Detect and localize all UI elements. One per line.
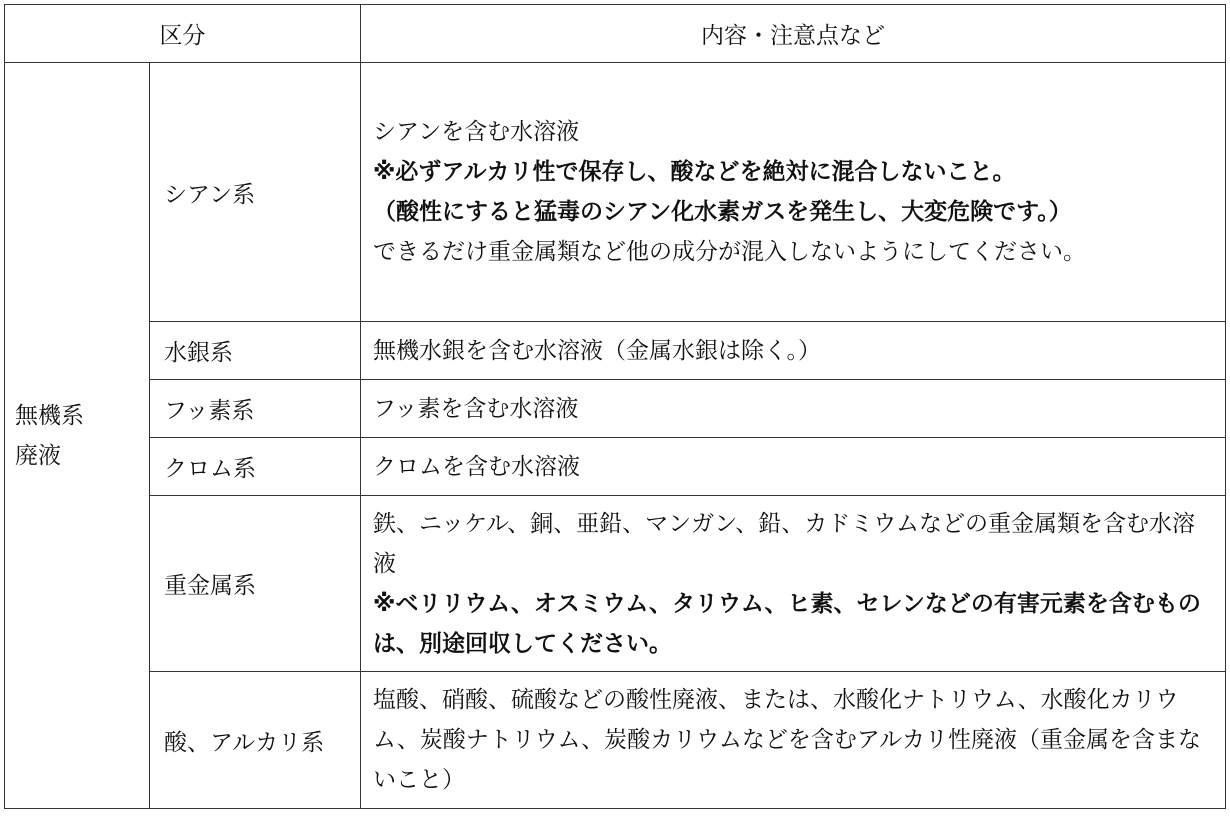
category-name-fluorine: フッ素系 (150, 380, 361, 438)
header-row (5, 5, 1226, 63)
content-line: 無機水銀を含む水溶液（金属水銀は除く。） (373, 337, 822, 364)
table-row (5, 438, 1226, 496)
table-row (5, 672, 1226, 809)
category-name-chromium: クロム系 (150, 438, 361, 496)
content-warning-line: ※ベリリウム、オスミウム、タリウム、ヒ素、セレンなどの有害元素を含むものは、別途回収してください。 (373, 590, 1201, 657)
group-label-line1: 無機系 (15, 402, 84, 429)
category-name-mercury: 水銀系 (150, 322, 361, 380)
content-line: クロムを含む水溶液 (373, 453, 580, 480)
table-row (5, 380, 1226, 438)
content-line: 塩酸、硝酸、硫酸などの酸性廃液、または、水酸化ナトリウム、水酸化カリウム、炭酸ナトリウム、炭酸カリウムなどを含むアルカリ性廃液（重金属を含まないこと） (373, 687, 1202, 793)
content-line: 鉄、ニッケル、銅、亜鉛、マンガン、鉛、カドミウムなどの重金属類を含む水溶液 (373, 510, 1196, 577)
content-warning-line: （酸性にすると猛毒のシアン化水素ガスを発生し、大変危険です。） (373, 199, 1072, 225)
category-name-acid-alkali: 酸、アルカリ系 (150, 672, 361, 809)
content-heavy-metal (361, 496, 1226, 672)
content-line: できるだけ重金属類など他の成分が混入しないようにしてください。 (373, 239, 1086, 265)
content-mercury (361, 322, 1226, 380)
category-name-cyanide: シアン系 (150, 63, 361, 322)
content-line: フッ素を含む水溶液 (373, 395, 579, 422)
group-label-cell (5, 63, 150, 809)
content-cyanide (361, 63, 1226, 322)
table-row (5, 496, 1226, 672)
header-content: 内容・注意点など (361, 5, 1226, 63)
content-warning-line: ※必ずアルカリ性で保存し、酸などを絶対に混合しないこと。 (373, 159, 1016, 185)
table-row (5, 322, 1226, 380)
waste-classification-table (4, 4, 1226, 809)
content-line: シアンを含む水溶液 (373, 119, 580, 145)
table-row (5, 63, 1226, 322)
group-label-line2: 廃液 (15, 442, 61, 469)
category-name-heavy-metal: 重金属系 (150, 496, 361, 672)
content-acid-alkali (361, 672, 1226, 809)
content-fluorine (361, 380, 1226, 438)
header-category: 区分 (5, 5, 361, 63)
content-chromium (361, 438, 1226, 496)
